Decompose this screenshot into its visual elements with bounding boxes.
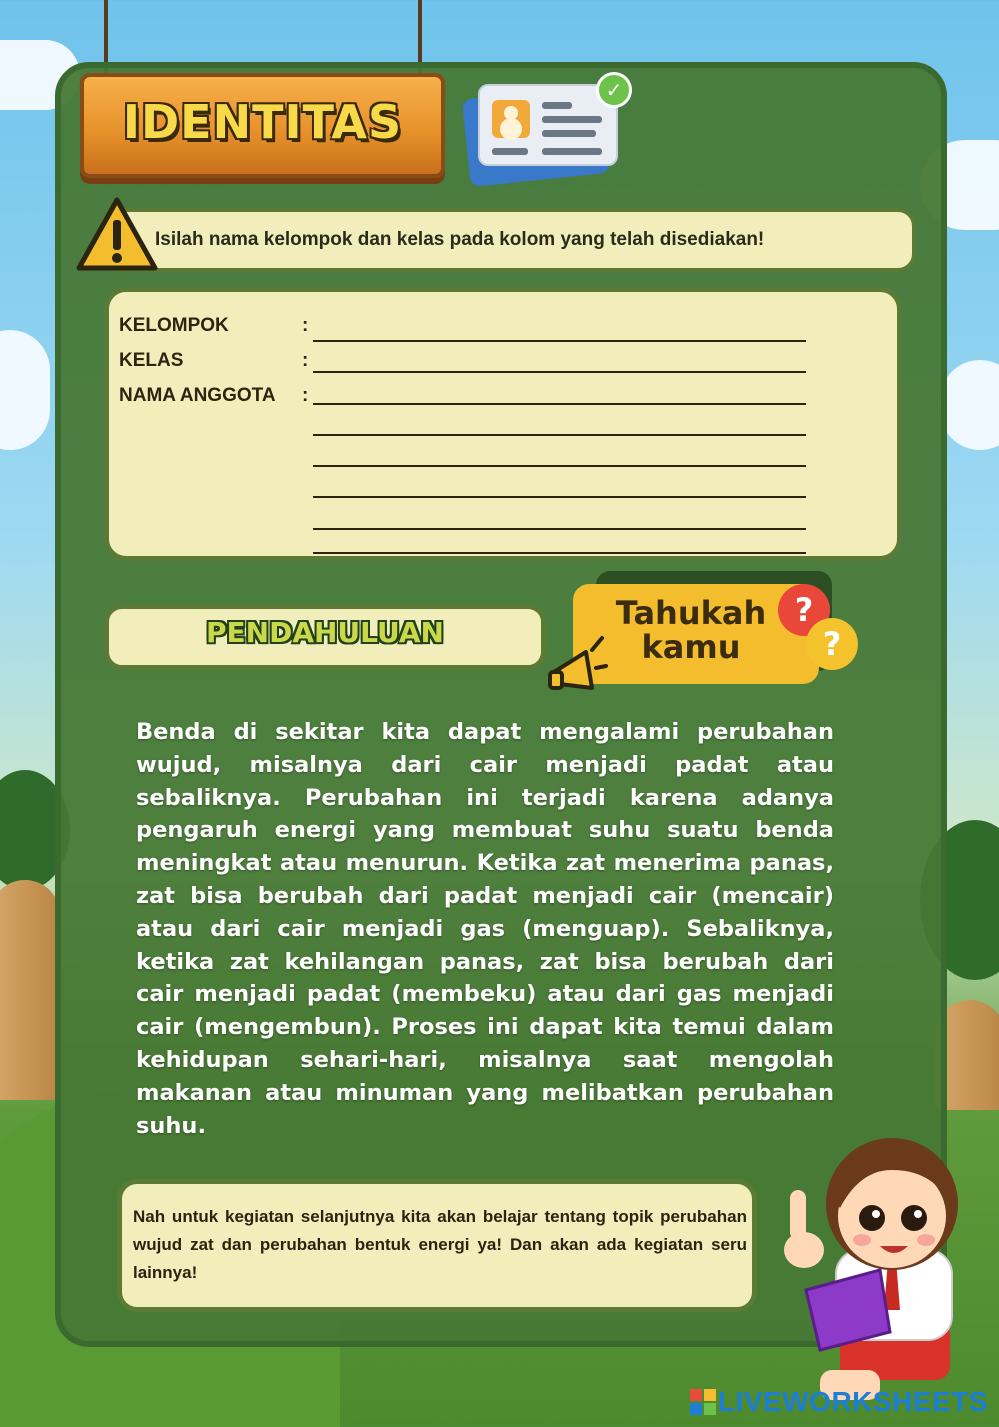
liveworksheets-logo-icon	[690, 1389, 716, 1415]
page-title: IDENTITAS	[122, 95, 403, 149]
kelas-label: KELAS	[119, 350, 184, 371]
rock	[0, 880, 60, 1100]
warning-icon	[76, 196, 158, 272]
megaphone-icon	[546, 632, 608, 702]
colon: :	[302, 385, 309, 406]
note-text: Nah untuk kegiatan selanjutnya kita akan belajar tentang topik perubahan wujud zat dan perubahan bentuk energi ya! Dan akan ada kegiatan seru lainnya!	[133, 1207, 747, 1282]
question-icon: ?	[778, 584, 830, 636]
question-icon: ?	[806, 618, 858, 670]
tahukah-text	[573, 596, 809, 664]
kelas-field[interactable]	[313, 371, 806, 373]
cloud	[0, 330, 50, 450]
colon: :	[302, 315, 309, 336]
nama-anggota-field[interactable]	[313, 434, 806, 436]
nama-anggota-label: NAMA ANGGOTA	[119, 385, 276, 406]
section-title: PENDAHULUAN	[206, 616, 444, 649]
footer-brand	[690, 1386, 988, 1418]
check-icon: ✓	[596, 72, 632, 108]
tahukah-line1: Tahukah	[615, 594, 767, 632]
cloud	[940, 360, 999, 450]
nama-anggota-field[interactable]	[313, 465, 806, 467]
kelompok-field[interactable]	[313, 340, 806, 342]
boy-illustration	[780, 1100, 980, 1410]
nama-anggota-field[interactable]	[313, 552, 806, 554]
identitas-sign	[80, 73, 445, 178]
instruction-text: Isilah nama kelompok dan kelas pada kolom yang telah disediakan!	[155, 229, 765, 250]
nama-anggota-field[interactable]	[313, 528, 806, 530]
intro-paragraph: Benda di sekitar kita dapat mengalami perubahan wujud, misalnya dari cair menjadi padat atau sebaliknya. Perubahan ini terjadi karena adanya pengaruh energi yang membuat suhu suatu benda meningkat atau menurun. Ketika zat menerima panas, zat bisa berubah dari padat menjadi cair (mencair) atau dari cair menjadi gas (menguap). Sebaliknya, ketika zat kehilangan panas, zat bisa berubah dari cair menjadi padat (membeku) atau dari gas menjadi cair (mengembun). Proses ini dapat kita temui dalam kehidupan sehari-hari, misalnya saat mengolah makanan atau minuman yang melibatkan perubahan suhu.	[136, 719, 834, 1139]
kelompok-label: KELOMPOK	[119, 315, 229, 336]
footer-brand-text: LIVEWORKSHEETS	[718, 1386, 988, 1417]
nama-anggota-field[interactable]	[313, 496, 806, 498]
nama-anggota-field[interactable]	[313, 403, 806, 405]
tahukah-line2: kamu	[641, 628, 741, 666]
colon: :	[302, 350, 309, 371]
